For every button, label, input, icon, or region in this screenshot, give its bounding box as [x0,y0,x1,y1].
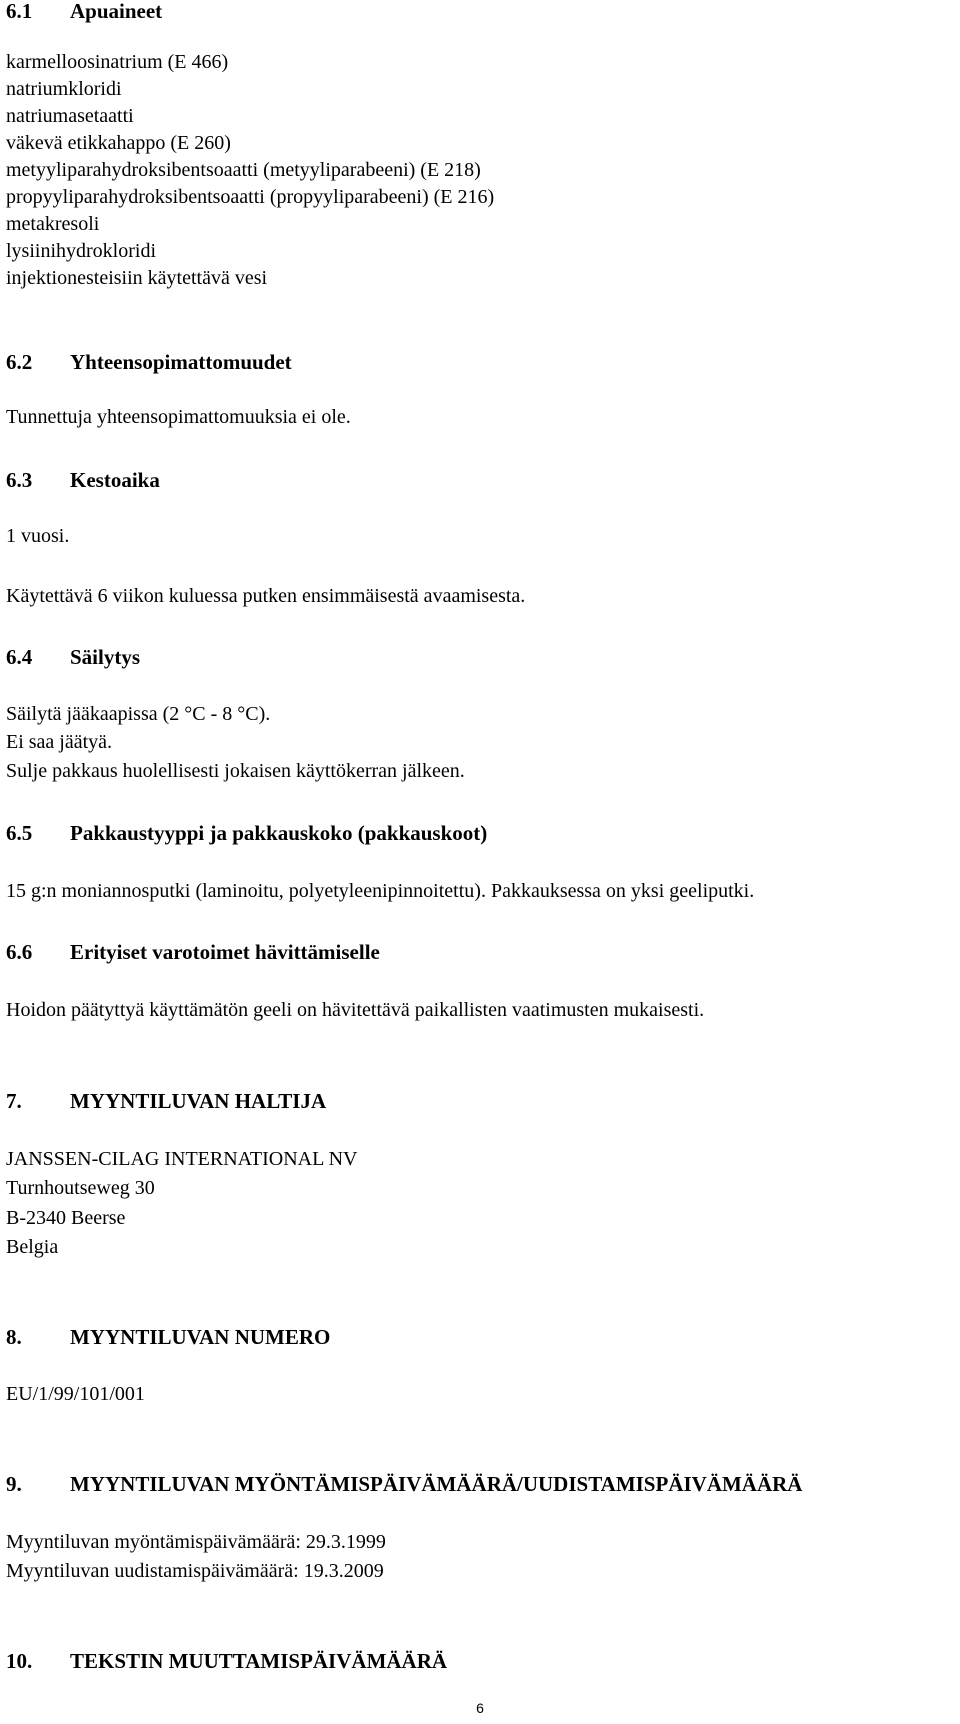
excipient-line: natriumkloridi [6,78,122,100]
section-number: 6.5 [6,821,33,845]
section-9-heading [6,1472,802,1497]
excipient-line: lysiinihydrokloridi [6,240,156,262]
excipient-line: propyyliparahydroksibentsoaatti (propyyliparabeeni) (E 216) [6,186,495,208]
body-line: Sulje pakkaus huolellisesti jokaisen käyttökerran jälkeen. [6,760,465,782]
section-title: Yhteensopimattomuudet [70,350,292,374]
address-line: Turnhoutseweg 30 [6,1177,155,1199]
section-6-1-heading [6,0,162,24]
section-number: 10. [6,1649,33,1673]
section-10-heading [6,1649,447,1674]
body-line: EU/1/99/101/001 [6,1383,145,1405]
excipient-line: metyyliparahydroksibentsoaatti (metyyliparabeeni) (E 218) [6,159,481,181]
body-line: Käytettävä 6 viikon kuluessa putken ensimmäisestä avaamisesta. [6,585,526,607]
section-6-2-heading [6,350,292,375]
section-number: 6.4 [6,645,33,669]
section-title: MYYNTILUVAN HALTIJA [70,1089,327,1113]
section-6-3-heading [6,468,160,493]
section-number: 6.3 [6,468,33,492]
section-title: Erityiset varotoimet hävittämiselle [70,940,380,964]
body-line: Myyntiluvan uudistamispäivämäärä: 19.3.2009 [6,1560,384,1582]
body-line: Hoidon päätyttyä käyttämätön geeli on hävitettävä paikallisten vaatimusten mukaisesti. [6,999,705,1021]
section-number: 6.1 [6,0,33,23]
section-6-4-heading [6,645,140,670]
section-7-heading [6,1089,326,1114]
section-number: 9. [6,1472,22,1496]
body-line: 1 vuosi. [6,525,70,547]
address-line: B-2340 Beerse [6,1207,126,1229]
excipient-line: metakresoli [6,213,100,235]
section-6-5-heading [6,821,487,846]
section-6-6-heading [6,940,380,965]
body-line: Myyntiluvan myöntämispäivämäärä: 29.3.1999 [6,1531,386,1553]
section-title: MYYNTILUVAN NUMERO [70,1325,331,1349]
section-title: Apuaineet [70,0,163,23]
body-line: Säilytä jääkaapissa (2 °C - 8 °C). [6,703,271,725]
section-number: 7. [6,1089,22,1113]
excipient-line: injektionesteisiin käytettävä vesi [6,267,268,289]
section-8-heading [6,1325,330,1350]
section-title: Pakkaustyyppi ja pakkauskoko (pakkauskoot) [70,821,488,845]
body-line: Ei saa jäätyä. [6,731,113,753]
address-line: JANSSEN-CILAG INTERNATIONAL NV [6,1148,358,1170]
body-line: 15 g:n moniannosputki (laminoitu, polyetyleenipinnoitettu). Pakkauksessa on yksi geeliputki. [6,880,755,902]
address-line: Belgia [6,1236,59,1258]
section-title: Kestoaika [70,468,160,492]
section-title: TEKSTIN MUUTTAMISPÄIVÄMÄÄRÄ [70,1649,448,1673]
excipient-line: natriumasetaatti [6,105,134,127]
section-number: 6.2 [6,350,33,374]
section-title: MYYNTILUVAN MYÖNTÄMISPÄIVÄMÄÄRÄ/UUDISTAMISPÄIVÄMÄÄRÄ [70,1472,803,1496]
section-number: 8. [6,1325,22,1349]
excipient-line: karmelloosinatrium (E 466) [6,51,229,73]
section-number: 6.6 [6,940,33,964]
excipient-line: väkevä etikkahappo (E 260) [6,132,231,154]
page-number: 6 [476,1700,484,1716]
body-line: Tunnettuja yhteensopimattomuuksia ei ole. [6,406,351,428]
section-title: Säilytys [70,645,141,669]
